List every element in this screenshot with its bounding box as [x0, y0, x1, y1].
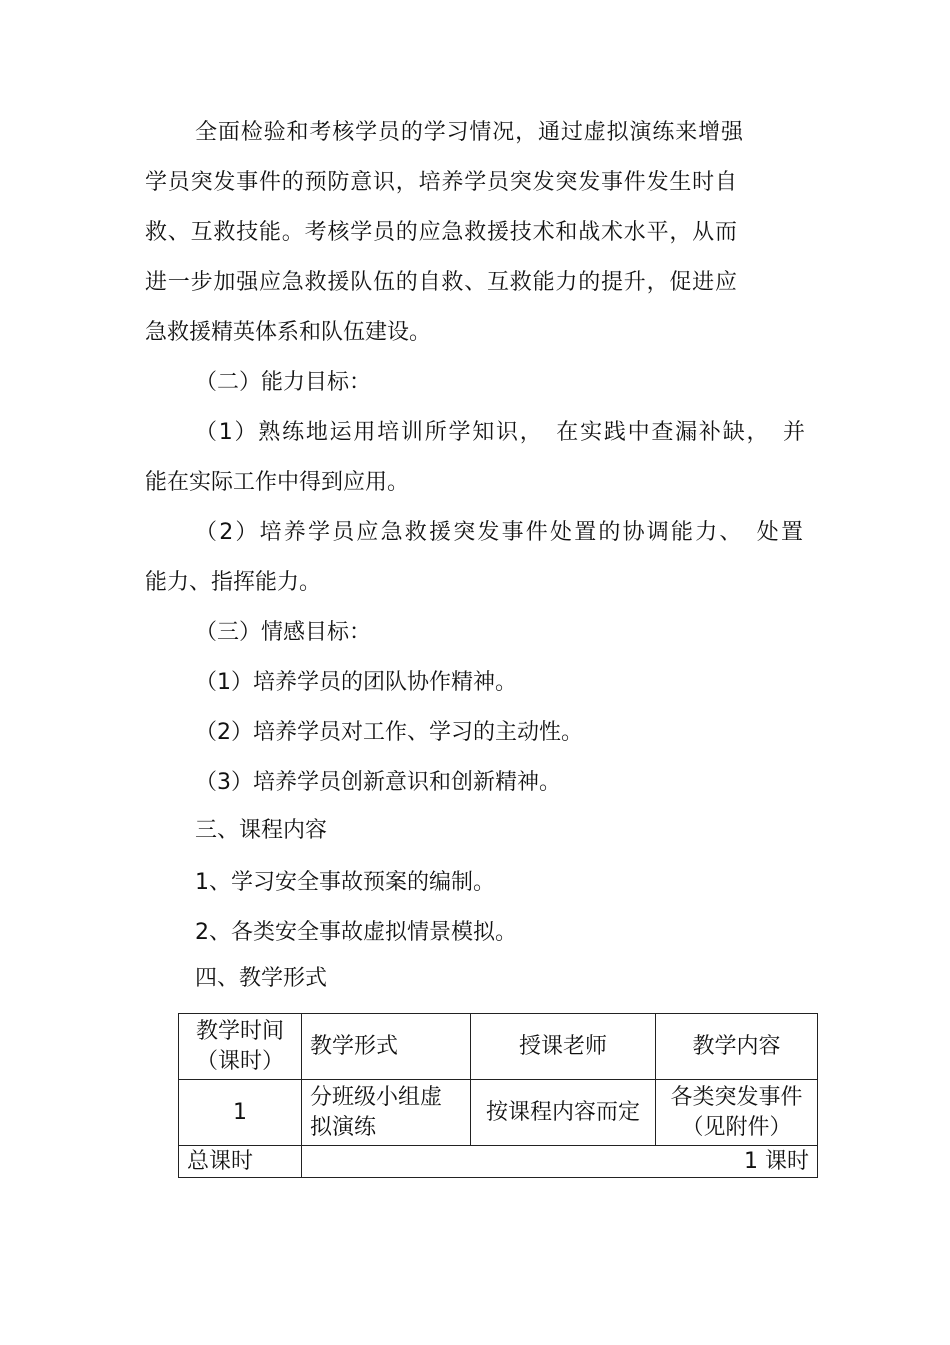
course-heading: 三、课程内容 [195, 818, 328, 843]
cell-teacher: 按课程内容而定 [471, 1080, 656, 1146]
intro-line-2: 学员突发事件的预防意识，培养学员突发突发事件发生时自 [145, 170, 737, 195]
table-total-row [179, 1146, 818, 1178]
intro-line-4: 进一步加强应急救援队伍的自救、互救能力的提升，促进应 [145, 270, 737, 295]
course-item-2: 2、各类安全事故虚拟情景模拟。 [195, 920, 517, 945]
emotion-item-2: （2）培养学员对工作、学习的主动性。 [195, 720, 583, 745]
emotion-item-1: （1）培养学员的团队协作精神。 [195, 670, 517, 695]
cell-content: 各类突发事件（见附件） [656, 1080, 818, 1146]
intro-line-3: 救、互救技能。考核学员的应急救援技术和战术水平，从而 [145, 220, 737, 245]
cell-hours: 1 [179, 1080, 302, 1146]
course-item-1: 1、学习安全事故预案的编制。 [195, 870, 495, 895]
teaching-form-heading: 四、教学形式 [195, 966, 328, 991]
table-header-row [179, 1014, 818, 1080]
total-label: 总课时 [179, 1146, 302, 1178]
table-row [179, 1080, 818, 1146]
ability-item-2-line-1: （2）培养学员应急救援突发事件处置的协调能力、 处置 [195, 520, 803, 545]
emotion-item-3: （3）培养学员创新意识和创新精神。 [195, 770, 561, 795]
emotion-heading: （三）情感目标： [195, 620, 372, 645]
header-cell-teacher: 授课老师 [471, 1014, 656, 1080]
schedule-table [178, 1013, 818, 1178]
ability-heading: （二）能力目标： [195, 370, 372, 395]
header-cell-content: 教学内容 [656, 1014, 818, 1080]
ability-item-2-line-2: 能力、指挥能力。 [145, 570, 322, 595]
header-cell-time: 教学时间（课时） [179, 1014, 302, 1080]
total-value: 1 课时 [302, 1146, 818, 1178]
header-cell-form: 教学形式 [302, 1014, 471, 1080]
intro-line-1: 全面检验和考核学员的学习情况，通过虚拟演练来增强 [195, 120, 743, 145]
intro-line-5: 急救援精英体系和队伍建设。 [145, 320, 432, 345]
ability-item-1-line-1: （1）熟练地运用培训所学知识， 在实践中查漏补缺， 并 [195, 420, 805, 445]
cell-form: 分班级小组虚拟演练 [302, 1080, 471, 1146]
ability-item-1-line-2: 能在实际工作中得到应用。 [145, 470, 410, 495]
